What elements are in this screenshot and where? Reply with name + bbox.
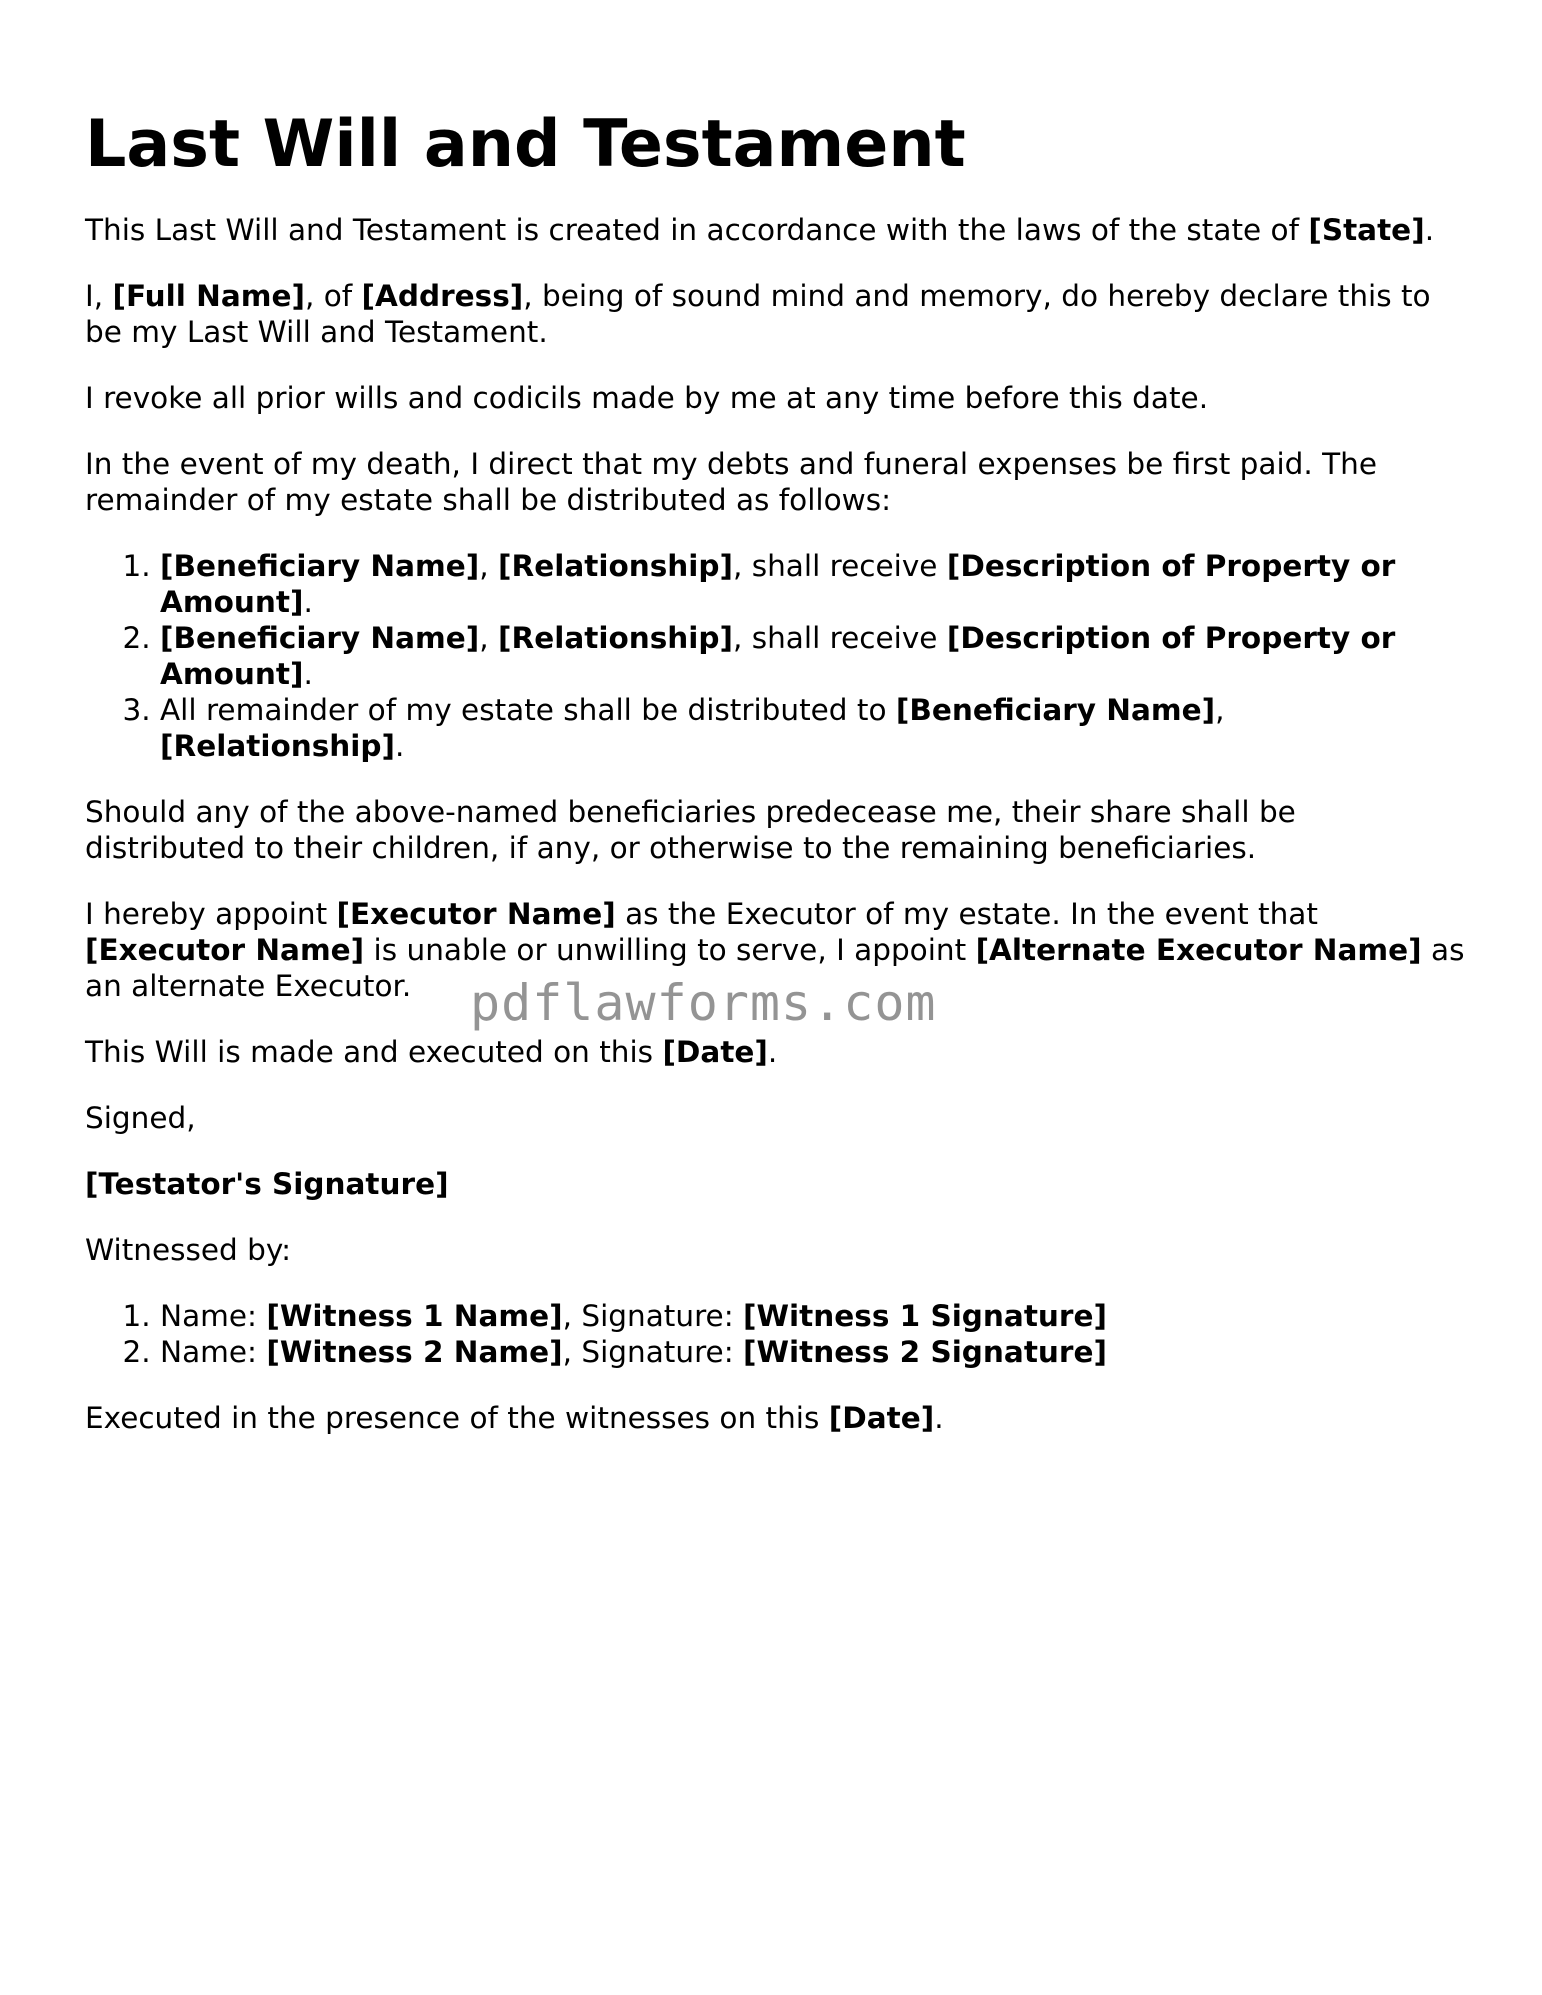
testator-signature-paragraph: [85, 1166, 1465, 1202]
predecease-paragraph: Should any of the above-named beneficiaries predecease me, their share shall be distributed to their children, if any, or otherwise to the remaining beneficiaries.: [85, 795, 1296, 865]
executor-text-2: as the Executor of my estate. In the event that: [615, 897, 1318, 931]
separator: ,: [479, 549, 498, 583]
closing-text: Executed in the presence of the witnesses on this: [85, 1401, 829, 1435]
alternate-executor-placeholder: [Alternate Executor Name]: [975, 933, 1422, 967]
intro-text: This Last Will and Testament is created in accordance with the laws of the state of: [85, 213, 1309, 247]
property-placeholder: [Description of Property or Amount]: [160, 621, 1396, 691]
address-placeholder: [Address]: [361, 279, 524, 313]
beneficiary-placeholder: [Beneficiary Name]: [160, 549, 480, 583]
executor-paragraph: [85, 896, 1465, 1004]
property-placeholder: [Description of Property or Amount]: [160, 549, 1396, 619]
bequest-list: [85, 548, 1465, 764]
witness-item: [160, 1298, 1465, 1334]
residuary-end: .: [394, 729, 405, 763]
witness-name-placeholder: [Witness 1 Name]: [266, 1299, 563, 1333]
date-placeholder: [Date]: [662, 1035, 768, 1069]
witness-name-placeholder: [Witness 2 Name]: [266, 1335, 563, 1369]
witness-signature-placeholder: [Witness 2 Signature]: [743, 1335, 1107, 1369]
execution-text: This Will is made and executed on this: [85, 1035, 663, 1069]
executor-name-placeholder: [Executor Name]: [85, 933, 365, 967]
bequest-item: [160, 620, 1465, 692]
witnessed-label: Witnessed by:: [85, 1233, 292, 1267]
closing-end: .: [934, 1401, 944, 1435]
bequest-end: .: [303, 657, 313, 691]
beneficiary-placeholder: [Beneficiary Name]: [160, 621, 480, 655]
testator-signature-placeholder: [Testator's Signature]: [85, 1167, 449, 1201]
closing-paragraph: [85, 1400, 1465, 1436]
declaration-paragraph: [85, 278, 1465, 350]
declaration-text-1: I,: [85, 279, 113, 313]
bequest-text: , shall receive: [732, 549, 947, 583]
separator: ,: [1215, 693, 1225, 727]
execution-paragraph: [85, 1034, 1465, 1070]
residuary-item: [160, 692, 1465, 764]
document-title: Last Will and Testament: [85, 107, 966, 182]
full-name-placeholder: [Full Name]: [112, 279, 305, 313]
relationship-placeholder: [Relationship]: [498, 549, 733, 583]
executor-name-placeholder: [Executor Name]: [336, 897, 616, 931]
will-document: [85, 105, 1465, 1466]
state-placeholder: [State]: [1308, 213, 1425, 247]
witness-signature-label: , Signature:: [562, 1299, 744, 1333]
declaration-text-2: , of: [304, 279, 362, 313]
executor-text-3: is unable or unwilling to serve, I appoint: [364, 933, 976, 967]
residuary-text: All remainder of my estate shall be distributed to: [160, 693, 896, 727]
date-placeholder: [Date]: [828, 1401, 935, 1435]
witness-signature-placeholder: [Witness 1 Signature]: [743, 1299, 1107, 1333]
distribution-intro-paragraph: In the event of my death, I direct that my debts and funeral expenses be first paid. The remainder of my estate shall be distributed as follows:: [85, 447, 1378, 517]
watermark: pdflawforms.com: [470, 974, 937, 1032]
relationship-placeholder: [Relationship]: [498, 621, 733, 655]
bequest-text: , shall receive: [732, 621, 947, 655]
intro-end: .: [1424, 213, 1435, 247]
witness-name-label: Name:: [160, 1299, 267, 1333]
executor-text-1: I hereby appoint: [85, 897, 337, 931]
witness-item: [160, 1334, 1465, 1370]
executor-text-4: as an alternate Executor.: [85, 933, 1465, 1003]
declaration-text-3: , being of sound mind and memory, do hereby declare this to be my Last Will and Testament.: [85, 279, 1431, 349]
execution-end: .: [767, 1035, 778, 1069]
intro-paragraph: [85, 212, 1465, 248]
separator: ,: [479, 621, 498, 655]
witness-name-label: Name:: [160, 1335, 267, 1369]
revocation-paragraph: I revoke all prior wills and codicils made by me at any time before this date.: [85, 381, 1209, 415]
relationship-placeholder: [Relationship]: [160, 729, 395, 763]
bequest-end: .: [303, 585, 313, 619]
signed-label: Signed,: [85, 1101, 196, 1135]
bequest-item: [160, 548, 1465, 620]
witness-list: [85, 1298, 1465, 1370]
witness-signature-label: , Signature:: [562, 1335, 744, 1369]
beneficiary-placeholder: [Beneficiary Name]: [895, 693, 1216, 727]
